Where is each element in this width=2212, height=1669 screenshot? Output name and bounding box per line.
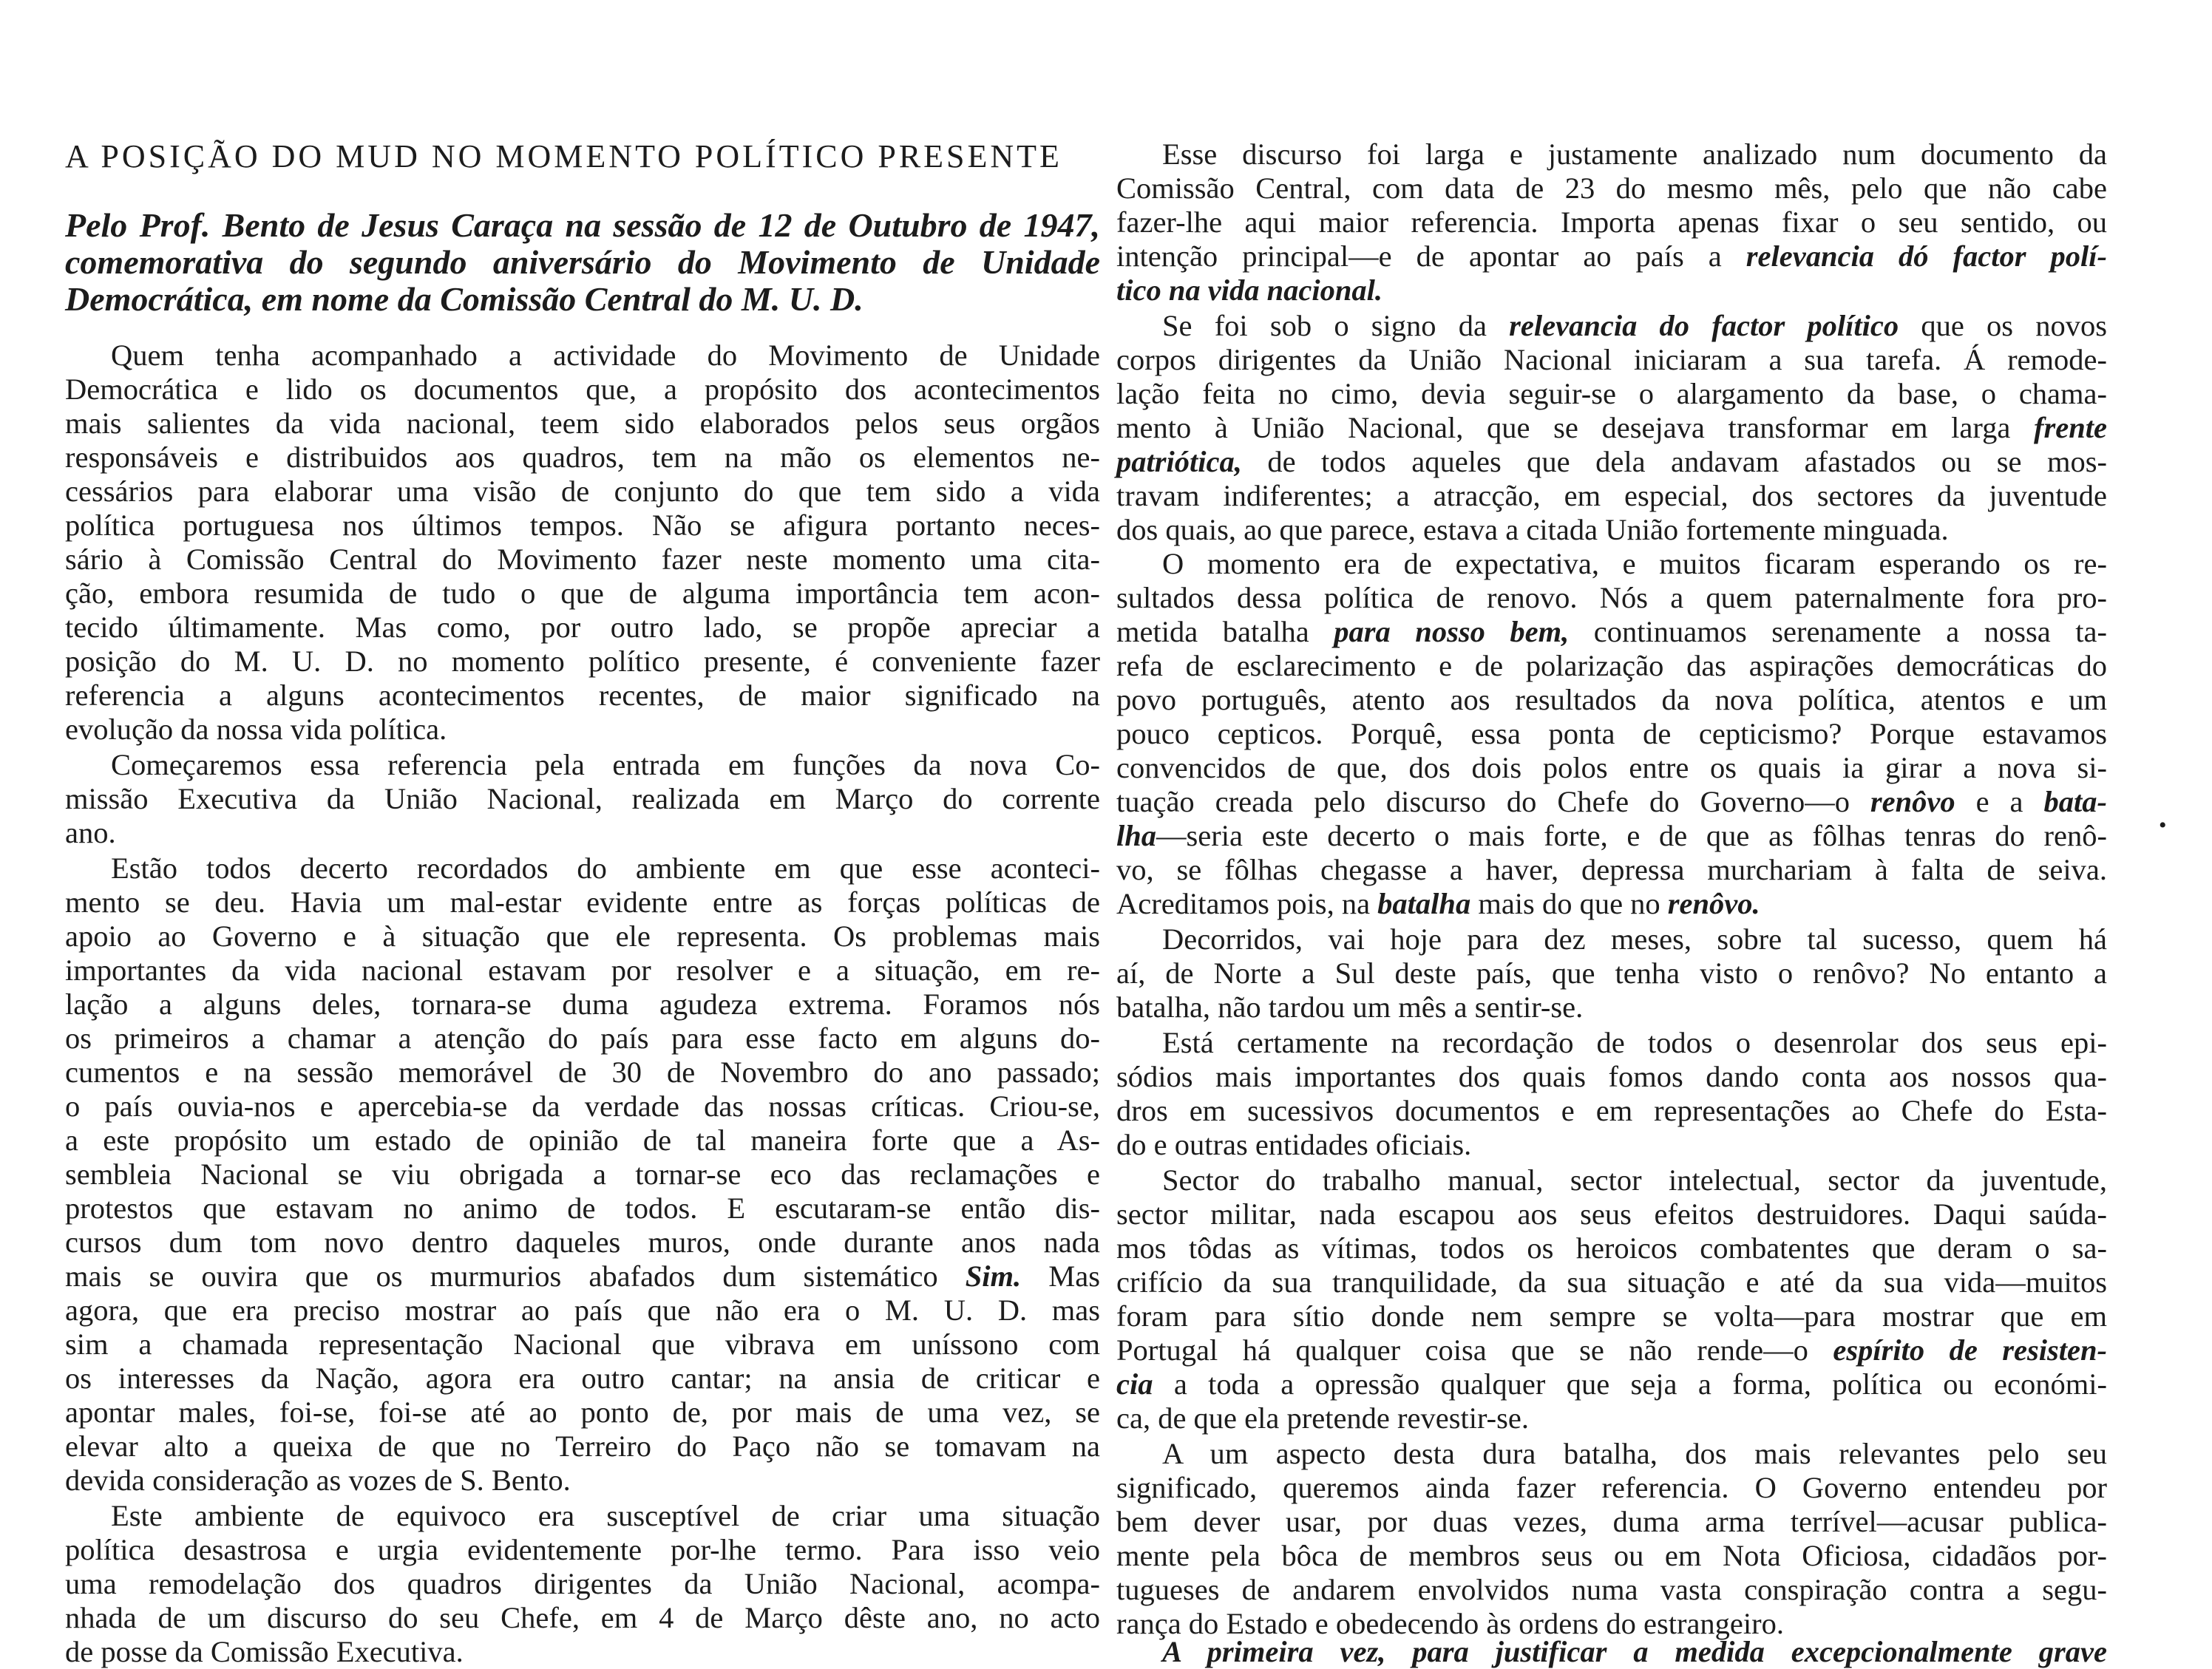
text-line: os interesses da Nação, agora era outro cantar; na ansia de criticar e [65,1362,1100,1395]
text-line: fazer-lhe aqui maior referencia. Importa apenas fixar o seu sentido, ou [1116,205,2107,239]
text-line: cumentos e na sessão memorável de 30 de Novembro do ano passado; [65,1056,1100,1089]
text-line: sódios mais importantes dos quais fomos dando conta aos nossos qua- [1116,1060,2107,1093]
text-line: sim a chamada representação Nacional que vibrava em uníssono com [65,1328,1100,1361]
text-line: Esse discurso foi larga e justamente analizado num documento da [1162,137,2107,171]
text-line: do e outras entidades oficiais. [1116,1128,1472,1161]
text-line: O momento era de expectativa, e muitos ficaram esperando os re- [1162,547,2107,580]
text-line: travam indiferentes; a atracção, em especial, dos sectores da juventude [1116,479,2107,512]
text-line: dros em sucessivos documentos e em representações ao Chefe do Esta- [1116,1094,2107,1127]
text-line: apontar males, foi-se, foi-se até ao ponto de, por mais de uma vez, se [65,1396,1100,1429]
text-line: aí, de Norte a Sul deste país, que tenha visto o renôvo? No entanto a [1116,956,2107,990]
text-line: mais salientes da vida nacional, teem sido elaborados pelos seus orgãos [65,407,1100,440]
text-line: tico na vida nacional. [1116,273,1383,307]
text-line: Democrática e lido os documentos que, a propósito dos acontecimentos [65,373,1100,406]
text-line: Este ambiente de equivoco era susceptível de criar uma situação [111,1499,1100,1532]
text-line [1116,785,2107,819]
text-run: a toda a opressão qualquer que seja a forma, política ou económi- [1153,1367,2107,1401]
text-line [1116,239,2107,273]
emphasis-text: Sim. [965,1260,1022,1293]
text-line: missão Executiva da União Nacional, realizada em Março do corrente [65,782,1100,815]
text-run: mais do que no [1470,887,1668,920]
text-line [1116,445,2107,479]
text-line: Decorridos, vai hoje para dez meses, sobre tal sucesso, quem há [1162,922,2107,956]
text-line [1116,819,2107,853]
text-line: tecido últimamente. Mas como, por outro lado, se propõe apreciar a [65,611,1100,644]
emphasis-text: espírito de resisten- [1833,1333,2108,1367]
text-line: batalha, não tardou um mês a sentir-se. [1116,990,1584,1024]
text-line: cessários para elaborar uma visão de conjunto do que tem sido a vida [65,475,1100,508]
text-run: metida batalha [1116,615,1334,648]
text-line: A um aspecto desta dura batalha, dos mais relevantes pelo seu [1162,1437,2107,1470]
text-line [65,1260,1100,1294]
text-run: que os novos [1899,309,2108,342]
text-line: vo, se fôlhas chegasse a haver, depressa murchariam à falta de seiva. [1116,853,2107,886]
text-line: pouco cepticos. Porquê, essa ponta de cepticismo? Porque estavamos [1116,717,2107,750]
text-line: Sector do trabalho manual, sector intelectual, sector da juventude, [1162,1163,2107,1197]
text-line: foram para sítio donde nem sempre se volta—para mostrar que em [1116,1299,2107,1333]
text-line [1116,615,2107,649]
text-line: política portuguesa nos últimos tempos. Não se afigura portanto neces- [65,509,1100,542]
text-line: Comissão Central, com data de 23 do mesmo mês, pelo que não cabe [1116,171,2107,205]
text-line: tugueses de andarem envolvidos numa vasta conspiração contra a segu- [1116,1573,2107,1606]
text-line: de posse da Comissão Executiva. [65,1635,464,1668]
text-line: significado, queremos ainda fazer referencia. O Governo entendeu por [1116,1471,2107,1504]
text-line: Está certamente na recordação de todos o desenrolar dos seus epi- [1162,1026,2107,1059]
text-line: uma remodelação dos quadros dirigentes da União Nacional, acompa- [65,1567,1100,1600]
text-line: crifício da sua tranquilidade, da sua situação e até da sua vida—muitos [1116,1265,2107,1299]
text-line [1116,309,2107,343]
text-line: apoio ao Governo e à situação que ele representa. Os problemas mais [65,920,1100,953]
text-line [1116,887,2107,921]
emphasis-text: patriótica, [1116,445,1242,478]
text-line: posição do M. U. D. no momento político presente, é conveniente fazer [65,645,1100,678]
text-line: ca, de que ela pretende revestir-se. [1116,1401,1530,1435]
article-title: A POSIÇÃO DO MUD NO MOMENTO POLÍTICO PRESENTE [65,138,1062,174]
text-line: elevar alto a queixa de que no Terreiro do Paço não se tomavam na [65,1430,1100,1463]
text-line: Estão todos decerto recordados do ambiente em que esse aconteci- [111,852,1100,885]
emphasis-text: relevancia dó factor polí- [1745,239,2107,273]
text-line: lação a alguns deles, tornara-se duma agudeza extrema. Foramos nós [65,988,1100,1021]
text-run: de todos aqueles que dela andavam afastados ou se mos- [1241,445,2107,478]
stray-mark: • [2159,813,2167,837]
text-line [1116,1333,2107,1367]
text-line: povo português, atento aos resultados da nova política, atentos e um [1116,683,2107,716]
text-line: rança do Estado e obedecendo às ordens do estrangeiro. [1116,1607,1785,1640]
text-line: nhada de um discurso do seu Chefe, em 4 de Março dêste ano, no acto [65,1601,1100,1634]
text-line: sembleia Nacional se viu obrigada a tornar-se eco das reclamações e [65,1158,1100,1191]
text-line: cursos dum tom novo dentro daqueles muros, onde durante anos nada [65,1226,1100,1259]
text-line: mento se deu. Havia um mal-estar evidente entre as forças políticas de [65,886,1100,919]
emphasis-text: relevancia do factor político [1509,309,1899,342]
text-line: bem dever usar, por duas vezes, duma arma terrível—acusar publica- [1116,1505,2107,1538]
text-line: protestos que estavam no animo de todos. E escutaram-se então dis- [65,1192,1100,1225]
text-line: importantes da vida nacional estavam por resolver e a situação, em re- [65,954,1100,987]
text-line: sário à Comissão Central do Movimento fazer neste momento uma cita- [65,543,1100,576]
text-line: ção, embora resumida de tudo o que de alguma importância tem acon- [65,577,1100,610]
text-line: lação feita no cimo, devia seguir-se o alargamento da base, o chama- [1116,377,2107,410]
text-line: ano. [65,816,116,849]
text-run: intenção principal—e de apontar ao país a [1116,239,1746,273]
text-line [1116,1367,2107,1401]
emphasis-text: renôvo [1870,785,1955,818]
text-line: referencia a alguns acontecimentos recentes, de maior significado na [65,679,1100,712]
emphasis-text: para nosso bem, [1334,615,1570,648]
text-line: Começaremos essa referencia pela entrada em funções da nova Co- [111,748,1100,781]
text-run: Se foi sob o signo da [1162,309,1510,342]
text-line: sultados dessa política de renovo. Nós a quem paternalmente fora pro- [1116,581,2107,614]
text-run: tuação creada pelo discurso do Chefe do Governo—o [1116,785,1870,818]
text-line: a este propósito um estado de opinião de tal maneira forte que a As- [65,1124,1100,1157]
text-line: A primeira vez, para justificar a medida excepcionalmente grave [1162,1635,2107,1668]
text-run: mento à União Nacional, que se desejava transformar em larga [1116,411,2035,444]
emphasis-text: frente [2034,411,2107,444]
text-line: refa de esclarecimento e de polarização das aspirações democráticas do [1116,649,2107,682]
emphasis-text: lha [1116,819,1157,852]
text-line: sector militar, nada escapou aos seus efeitos destruidores. Daqui saúda- [1116,1197,2107,1231]
text-line: Quem tenha acompanhado a actividade do Movimento de Unidade [111,339,1100,372]
text-line: responsáveis e distribuidos aos quadros, tem na mão os elementos ne- [65,441,1100,474]
text-run: Portugal há qualquer coisa que se não rende—o [1116,1333,1833,1367]
text-line: mente pela bôca de membros seus ou em Nota Oficiosa, cidadãos por- [1116,1539,2107,1572]
text-line: corpos dirigentes da União Nacional iniciaram a sua tarefa. Á remode- [1116,343,2107,376]
text-run: Mas [1021,1260,1100,1293]
text-line: convencidos de que, dos dois polos entre os quais ia girar a nova si- [1116,751,2107,784]
text-run: mais se ouvira que os murmurios abafados dum sistemático [65,1260,966,1293]
text-line [1116,411,2107,445]
text-line: o país ouvia-nos e apercebia-se da verdade das nossas críticas. Criou-se, [65,1090,1100,1123]
emphasis-text: batalha [1377,887,1471,920]
text-line: dos quais, ao que parece, estava a citada União fortemente minguada. [1116,513,1949,546]
emphasis-text: renôvo. [1667,887,1760,920]
text-line: os primeiros a chamar a atenção do país para esse facto em alguns do- [65,1022,1100,1055]
article-byline: Pelo Prof. Bento de Jesus Caraça na sessão de 12 de Outubro de 1947, comemorativa do segundo aniversário do Movimento de Unidade Democrática, em nome da Comissão Central do M. U. D. [65,206,1100,318]
emphasis-text: bata- [2043,785,2107,818]
text-line: mos tôdas as vítimas, todos os heroicos combatentes que deram o sa- [1116,1231,2107,1265]
text-run: —seria este decerto o mais forte, e de que as fôlhas tenras do renô- [1156,819,2107,852]
text-run: e a [1955,785,2044,818]
text-run: Acreditamos pois, na [1116,887,1378,920]
text-line: agora, que era preciso mostrar ao país que não era o M. U. D. mas [65,1294,1100,1327]
text-line: devida consideração as vozes de S. Bento. [65,1464,571,1497]
emphasis-text: cia [1116,1367,1153,1401]
text-line: política desastrosa e urgia evidentemente por-lhe termo. Para isso veio [65,1533,1100,1566]
text-line: evolução da nossa vida política. [65,713,447,746]
text-run: continuamos serenamente a nossa ta- [1569,615,2107,648]
